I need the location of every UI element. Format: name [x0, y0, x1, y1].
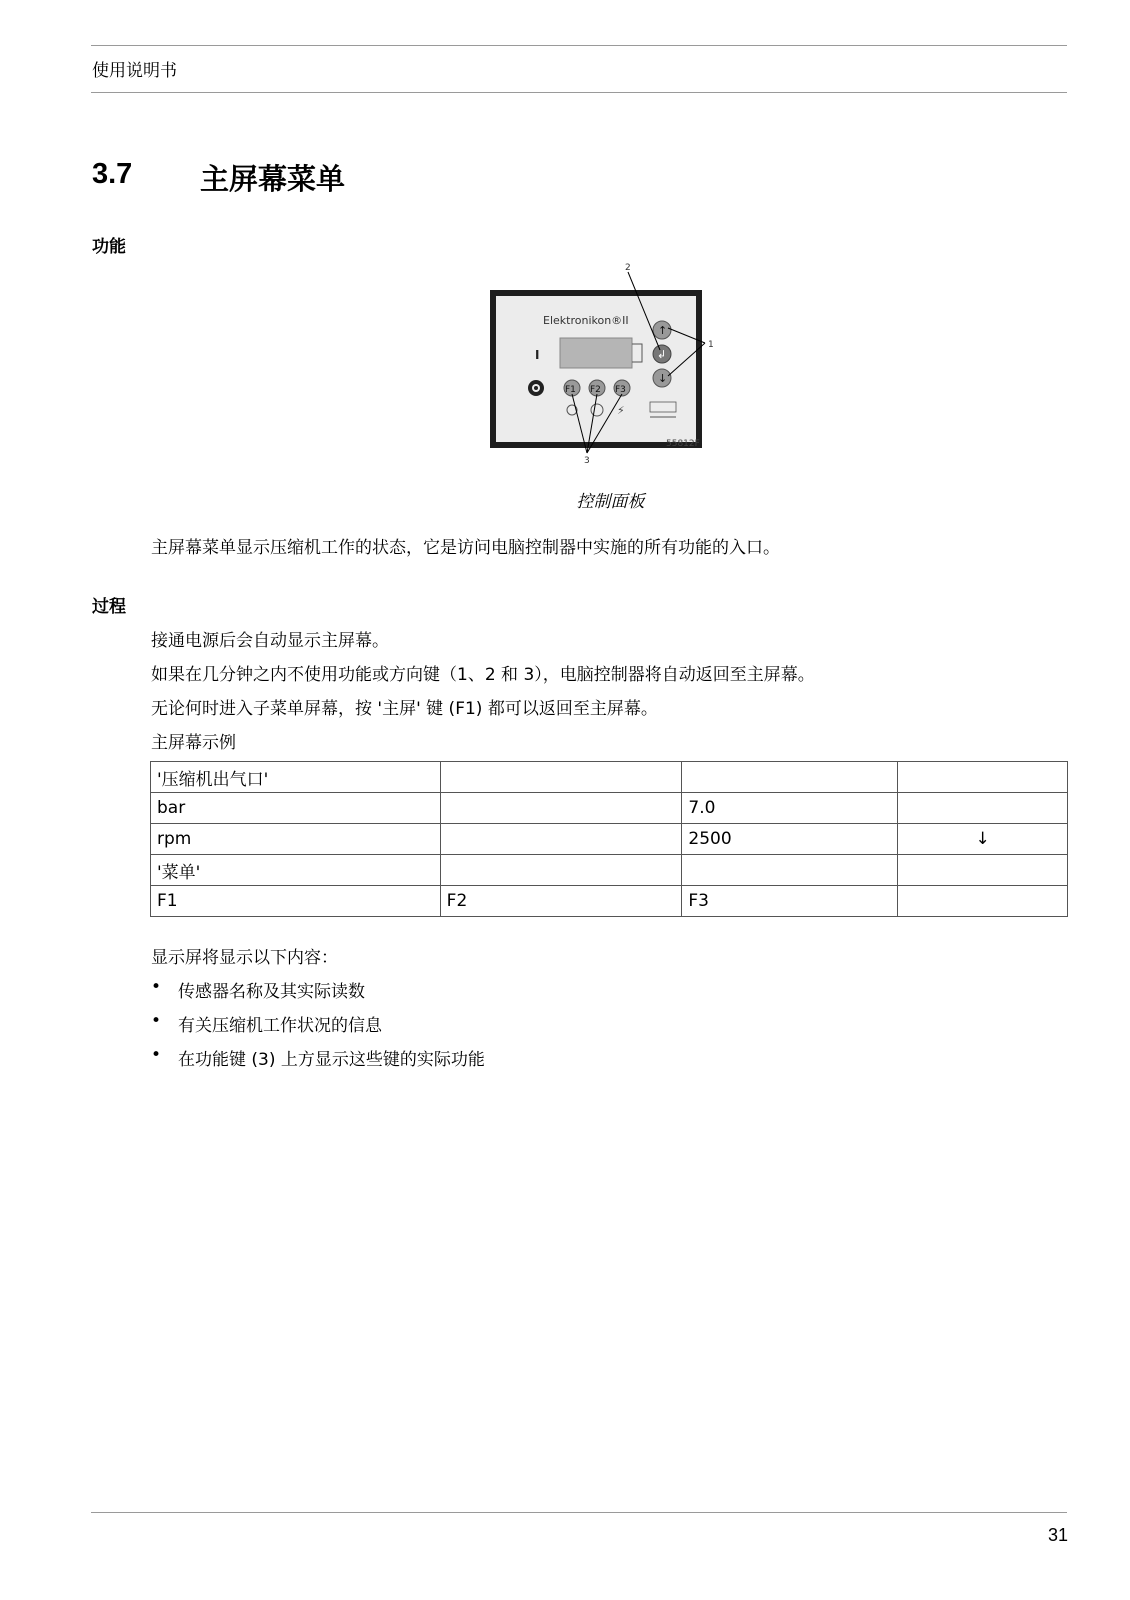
table-cell: [440, 824, 682, 855]
svg-text:↓: ↓: [658, 372, 668, 385]
procedure-line-4: 主屏幕示例: [151, 733, 236, 753]
list-item: 有关压缩机工作状况的信息: [178, 1016, 382, 1036]
table-row: [151, 855, 1068, 886]
section-number: 3.7: [92, 158, 133, 190]
list-item: 在功能键 (3) 上方显示这些键的实际功能: [178, 1050, 485, 1070]
bullet-icon: •: [151, 1011, 162, 1031]
table-cell: F1: [151, 886, 441, 917]
table-cell: [682, 762, 898, 793]
table-cell: 2500: [682, 824, 898, 855]
callout-2: 2: [625, 263, 631, 273]
table-cell: bar: [151, 793, 441, 824]
start-button: I: [535, 348, 540, 362]
table-cell: [898, 886, 1068, 917]
bullet-icon: •: [151, 1045, 162, 1065]
callout-3: 3: [584, 456, 590, 466]
footer-rule: [91, 1512, 1067, 1513]
table-cell: 7.0: [682, 793, 898, 824]
f1-key-label: F1: [565, 385, 576, 395]
f2-key-label: F2: [590, 385, 601, 395]
header-title: 使用说明书: [92, 61, 177, 81]
table-cell: F3: [682, 886, 898, 917]
table-cell: [682, 855, 898, 886]
f3-key-label: F3: [615, 385, 626, 395]
header-rule-bottom: [91, 92, 1067, 93]
down-arrow-icon: ↓: [898, 824, 1068, 855]
procedure-line-1: 接通电源后会自动显示主屏幕。: [151, 631, 389, 651]
bullet-icon: •: [151, 977, 162, 997]
table-cell: [898, 855, 1068, 886]
panel-brand: Elektronikon®II: [543, 314, 629, 327]
table-cell: rpm: [151, 824, 441, 855]
table-row: [151, 762, 1068, 793]
section-title: 主屏幕菜单: [200, 162, 346, 196]
figure-caption: 控制面板: [576, 492, 645, 512]
callout-1: 1: [708, 340, 714, 350]
table-cell: [440, 793, 682, 824]
figure-code: 55812F: [666, 439, 700, 449]
table-cell: [440, 762, 682, 793]
procedure-line-2: 如果在几分钟之内不使用功能或方向键（1、2 和 3），电脑控制器将自动返回至主屏幕。: [151, 665, 815, 685]
table-row: [151, 886, 1068, 917]
list-item: 传感器名称及其实际读数: [178, 982, 365, 1002]
table-cell: F2: [440, 886, 682, 917]
main-screen-example-table: [150, 761, 1068, 917]
table-cell: '菜单': [151, 855, 441, 886]
table-cell: [898, 793, 1068, 824]
header-rule-top: [91, 45, 1067, 46]
table-cell: [440, 855, 682, 886]
table-cell: [898, 762, 1068, 793]
panel-display: [560, 338, 632, 368]
table-cell: '压缩机出气口': [151, 762, 441, 793]
function-heading: 功能: [92, 237, 126, 257]
voltage-led-icon: ⚡: [617, 404, 625, 417]
svg-text:↲: ↲: [657, 348, 667, 361]
page-number: 31: [1047, 1525, 1068, 1545]
control-panel-figure: [470, 262, 730, 472]
procedure-line-3: 无论何时进入子菜单屏幕，按 '主屏' 键 (F1) 都可以返回至主屏幕。: [151, 699, 658, 719]
intro-paragraph: 主屏幕菜单显示压缩机工作的状态，它是访问电脑控制器中实施的所有功能的入口。: [151, 538, 780, 558]
procedure-heading: 过程: [92, 597, 126, 617]
svg-text:↑: ↑: [658, 324, 668, 337]
table-row: [151, 824, 1068, 855]
display-intro: 显示屏将显示以下内容：: [151, 948, 338, 968]
table-row: [151, 793, 1068, 824]
